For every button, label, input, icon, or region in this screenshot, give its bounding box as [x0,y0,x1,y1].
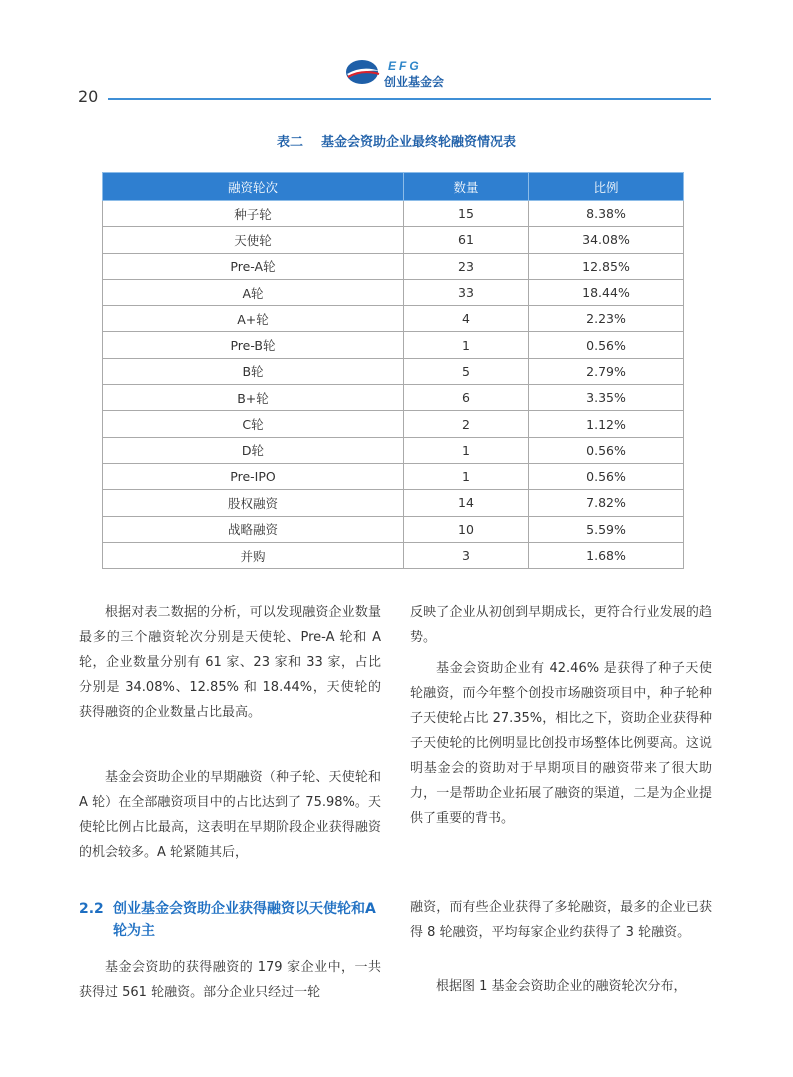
cell-round: B轮 [103,358,404,384]
right-paragraph-1: 反映了企业从初创到早期成长，更符合行业发展的趋势。 [410,605,712,645]
cell-ratio: 1.12% [529,411,684,437]
cell-round: A轮 [103,279,404,305]
cell-round: 股权融资 [103,490,404,516]
cell-count: 33 [404,279,529,305]
cell-count: 2 [404,411,529,437]
cell-ratio: 2.79% [529,358,684,384]
section-title: 创业基金会资助企业获得融资以天使轮和A轮为主 [113,901,376,939]
cell-count: 15 [404,201,529,227]
table-header-row [103,173,684,201]
cell-ratio: 12.85% [529,253,684,279]
logo-en-text: EFG [388,59,422,73]
right-paragraph-3: 融资，而有些企业获得了多轮融资，最多的企业已获得 8 轮融资，平均每家企业约获得了 3 轮融资。 [410,900,712,940]
logo-cn-text: 创业基金会 [384,75,445,89]
cell-round: Pre-A轮 [103,253,404,279]
table-title [0,131,793,150]
table-title-text: 基金会资助企业最终轮融资情况表 [321,135,517,150]
cell-ratio: 8.38% [529,201,684,227]
cell-count: 10 [404,516,529,542]
table-row [103,201,684,227]
efg-logo [344,57,454,91]
column-header-ratio: 比例 [529,173,684,201]
cell-count: 1 [404,437,529,463]
cell-count: 14 [404,490,529,516]
column-header-count: 数量 [404,173,529,201]
table-body [103,201,684,569]
header-rule [108,98,711,100]
globe-icon [344,57,384,87]
table-row [103,385,684,411]
column-header-round: 融资轮次 [103,173,404,201]
cell-ratio: 0.56% [529,437,684,463]
table-row [103,332,684,358]
cell-ratio: 2.23% [529,306,684,332]
right-paragraph-4: 根据图 1 基金会资助企业的融资轮次分布， [436,979,687,994]
table-row [103,490,684,516]
section-number: 2.2 [79,901,104,917]
cell-count: 23 [404,253,529,279]
cell-count: 3 [404,542,529,568]
cell-round: 种子轮 [103,201,404,227]
table-row [103,516,684,542]
cell-round: Pre-B轮 [103,332,404,358]
cell-count: 4 [404,306,529,332]
cell-ratio: 5.59% [529,516,684,542]
table-row [103,542,684,568]
table-row [103,358,684,384]
cell-ratio: 7.82% [529,490,684,516]
right-paragraph-2: 基金会资助企业有 42.46% 是获得了种子天使轮融资，而今年整个创投市场融资项目中，种子轮种子天使轮占比 27.35%，相比之下，资助企业获得种子天使轮的比例明显比创投市场整体比例要高。这说明基金会的资助对于早期项目的融资带来了很大助力，一是帮助企业拓展了融资的渠道，二是为企业提供了重要的背书。 [410,661,712,826]
cell-round: 天使轮 [103,227,404,253]
left-paragraph-1: 根据对表二数据的分析，可以发现融资企业数量最多的三个融资轮次分别是天使轮、Pre-A 轮和 A 轮，企业数量分别有 61 家、23 家和 33 家，占比分别是 34.08%、12.85% 和 18.44%，天使轮的获得融资的企业数量占比最高。 [79,605,381,720]
funding-rounds-table [102,172,684,569]
cell-round: D轮 [103,437,404,463]
cell-round: C轮 [103,411,404,437]
cell-ratio: 3.35% [529,385,684,411]
cell-ratio: 0.56% [529,332,684,358]
table-row [103,437,684,463]
cell-round: B+轮 [103,385,404,411]
cell-round: 战略融资 [103,516,404,542]
cell-count: 61 [404,227,529,253]
table-row [103,253,684,279]
cell-count: 5 [404,358,529,384]
page-number: 20 [78,87,99,106]
cell-round: A+轮 [103,306,404,332]
table-title-number: 表二 [276,135,303,150]
table-row [103,463,684,489]
table-row [103,279,684,305]
table-row [103,411,684,437]
table-row [103,306,684,332]
cell-count: 1 [404,332,529,358]
cell-ratio: 0.56% [529,463,684,489]
cell-round: 并购 [103,542,404,568]
cell-ratio: 34.08% [529,227,684,253]
cell-count: 6 [404,385,529,411]
cell-ratio: 18.44% [529,279,684,305]
cell-ratio: 1.68% [529,542,684,568]
table-row [103,227,684,253]
left-paragraph-2: 基金会资助企业的早期融资（种子轮、天使轮和 A 轮）在全部融资项目中的占比达到了 75.98%。天使轮比例占比最高，这表明在早期阶段企业获得融资的机会较多。A 轮紧随其后， [79,770,381,860]
left-paragraph-3: 基金会资助的获得融资的 179 家企业中，一共获得过 561 轮融资。部分企业只经过一轮 [79,960,381,1000]
cell-round: Pre-IPO [103,463,404,489]
cell-count: 1 [404,463,529,489]
